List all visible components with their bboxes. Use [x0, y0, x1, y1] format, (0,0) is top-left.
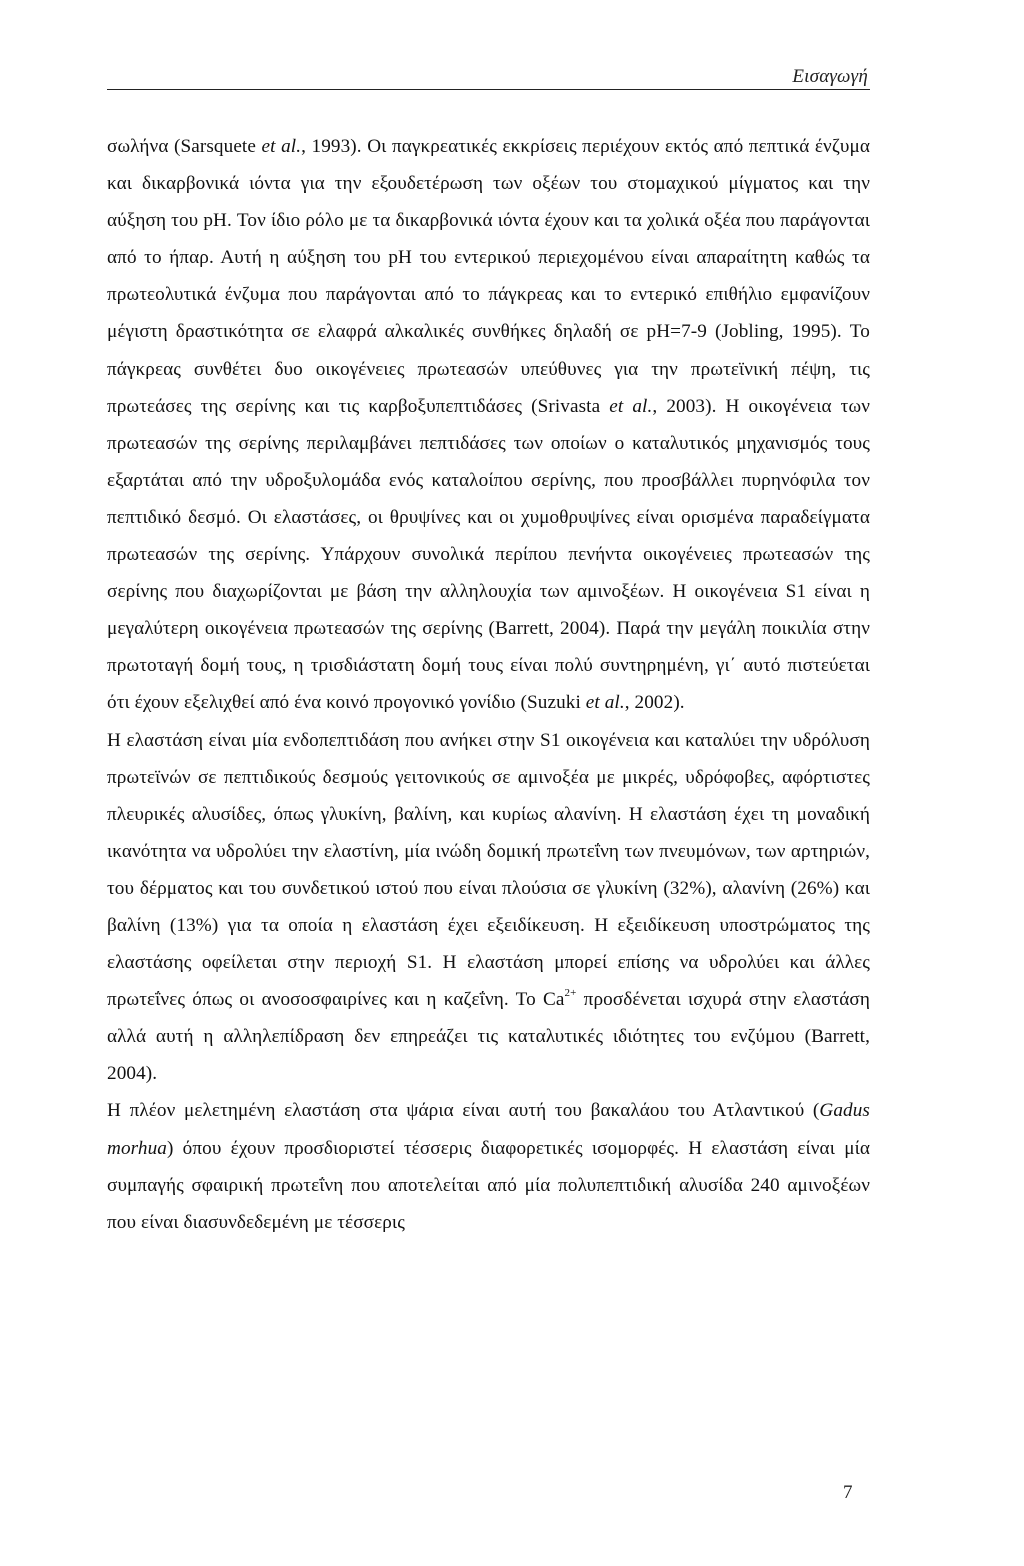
- italic-text: Gadus morhua: [107, 1100, 870, 1159]
- paragraph-1: [107, 128, 870, 722]
- text-run: προσδένεται ισχυρά στην ελαστάση αλλά αυτή η αλληλεπίδραση δεν επηρεάζει τις καταλυτικές ιδιότητες του ενζύμου (Barrett, 2004).: [107, 989, 870, 1085]
- header-rule: [107, 89, 870, 90]
- text-run: σωλήνα (Sarsquete: [107, 136, 262, 157]
- text-run: Η ελαστάση είναι μία ενδοπεπτιδάση που ανήκει στην S1 οικογένεια και καταλύει την υδρόλυση πρωτεϊνών σε πεπτιδικούς δεσμούς γειτονικούς σε αμινοξέα με μικρές, υδρόφοβες, αφόρτιστες πλευρικές αλυσίδες, όπως γλυκίνη, βαλίνη, και κυρίως αλανίνη. Η ελαστάση έχει τη μοναδική ικανότητα να υδρολύει την ελαστίνη, μία ινώδη δομική πρωτεΐνη των πνευμόνων, των αρτηριών, του δέρματος και του συνδετικού ιστού που είναι πλούσια σε γλυκίνη (32%), αλανίνη (26%) και βαλίνη (13%) για τα οποία η ελαστάση έχει εξειδίκευση. Η εξειδίκευση υποστρώματος της ελαστάσης οφείλεται στην περιοχή S1. Η ελαστάση μπορεί επίσης να υδρολύει και άλλες πρωτεΐνες όπως οι ανοσοσφαιρίνες και η καζεΐνη. Το Ca: [107, 729, 870, 1011]
- page-number: 7: [843, 1482, 853, 1503]
- paragraph-3: [107, 1092, 870, 1240]
- body-text: [107, 128, 870, 1241]
- text-run: , 2002).: [624, 692, 685, 714]
- superscript-text: 2+: [564, 987, 577, 1000]
- italic-text: et al.: [585, 692, 625, 714]
- text-run: Η πλέον μελετημένη ελαστάση στα ψάρια είναι αυτή του βακαλάου του Ατλαντικού (: [107, 1100, 820, 1122]
- text-run: , 1993). Οι παγκρεατικές εκκρίσεις περιέχουν εκτός από πεπτικά ένζυμα και δικαρβονικά ιόντα για την εξουδετέρωση των οξέων του στομαχικού μίγματος και την αύξηση του pH. Τον ίδιο ρόλο με τα δικαρβονικά ιόντα έχουν και τα χολικά οξέα που παράγονται από το ήπαρ. Αυτή η αύξηση του pH του εντερικού περιεχομένου είναι απαραίτητη καθώς τα πρωτεολυτικά ένζυμα που παράγονται από το πάγκρεας και το εντερικό επιθήλιο εμφανίζουν μέγιστη δραστικότητα σε ελαφρά αλκαλικές συνθήκες δηλαδή σε pH=7-9 (Jobling, 1995). Το πάγκρεας συνθέτει δυο οικογένειες πρωτεασών υπεύθυνες για την πρωτεϊνική πέψη, τις πρωτεάσες της σερίνης και τις καρβοξυπεπτιδάσες (Srivasta: [107, 136, 870, 417]
- running-header-title: Εισαγωγή: [792, 66, 868, 87]
- italic-text: et al.: [261, 136, 302, 157]
- text-run: ) όπου έχουν προσδιοριστεί τέσσερις διαφορετικές ισομορφές. Η ελαστάση είναι μία συμπαγής σφαιρική πρωτεΐνη που αποτελείται από μία πολυπεπτιδική αλυσίδα 240 αμινοξέων που είναι διασυνδεδεμένη με τέσσερις: [107, 1137, 870, 1233]
- text-run: , 2003). Η οικογένεια των πρωτεασών της σερίνης περιλαμβάνει πεπτιδάσες των οποίων ο καταλυτικός μηχανισμός τους εξαρτάται από την υδροξυλομάδα ενός καταλοίπου σερίνης, που προσβάλλει πυρηνόφιλα τον πεπτιδικό δεσμό. Οι ελαστάσες, οι θρυψίνες και οι χυμοθρυψίνες είναι ορισμένα παραδείγματα πρωτεασών της σερίνης. Υπάρχουν συνολικά περίπου πενήντα οικογένειες πρωτεασών της σερίνης που διαχωρίζονται με βάση την αλληλουχία των αμινοξέων. Η οικογένεια S1 είναι η μεγαλύτερη οικογένεια πρωτεασών της σερίνης (Barrett, 2004). Παρά την μεγάλη ποικιλία στην πρωτοταγή δομή τους, η τρισδιάστατη δομή τους είναι πολύ συντηρημένη, γι΄ αυτό πιστεύεται ότι έχουν εξελιχθεί από ένα κοινό προγονικό γονίδιο (Suzuki: [107, 395, 870, 714]
- paragraph-2: [107, 722, 870, 1093]
- italic-text: et al.: [609, 395, 653, 417]
